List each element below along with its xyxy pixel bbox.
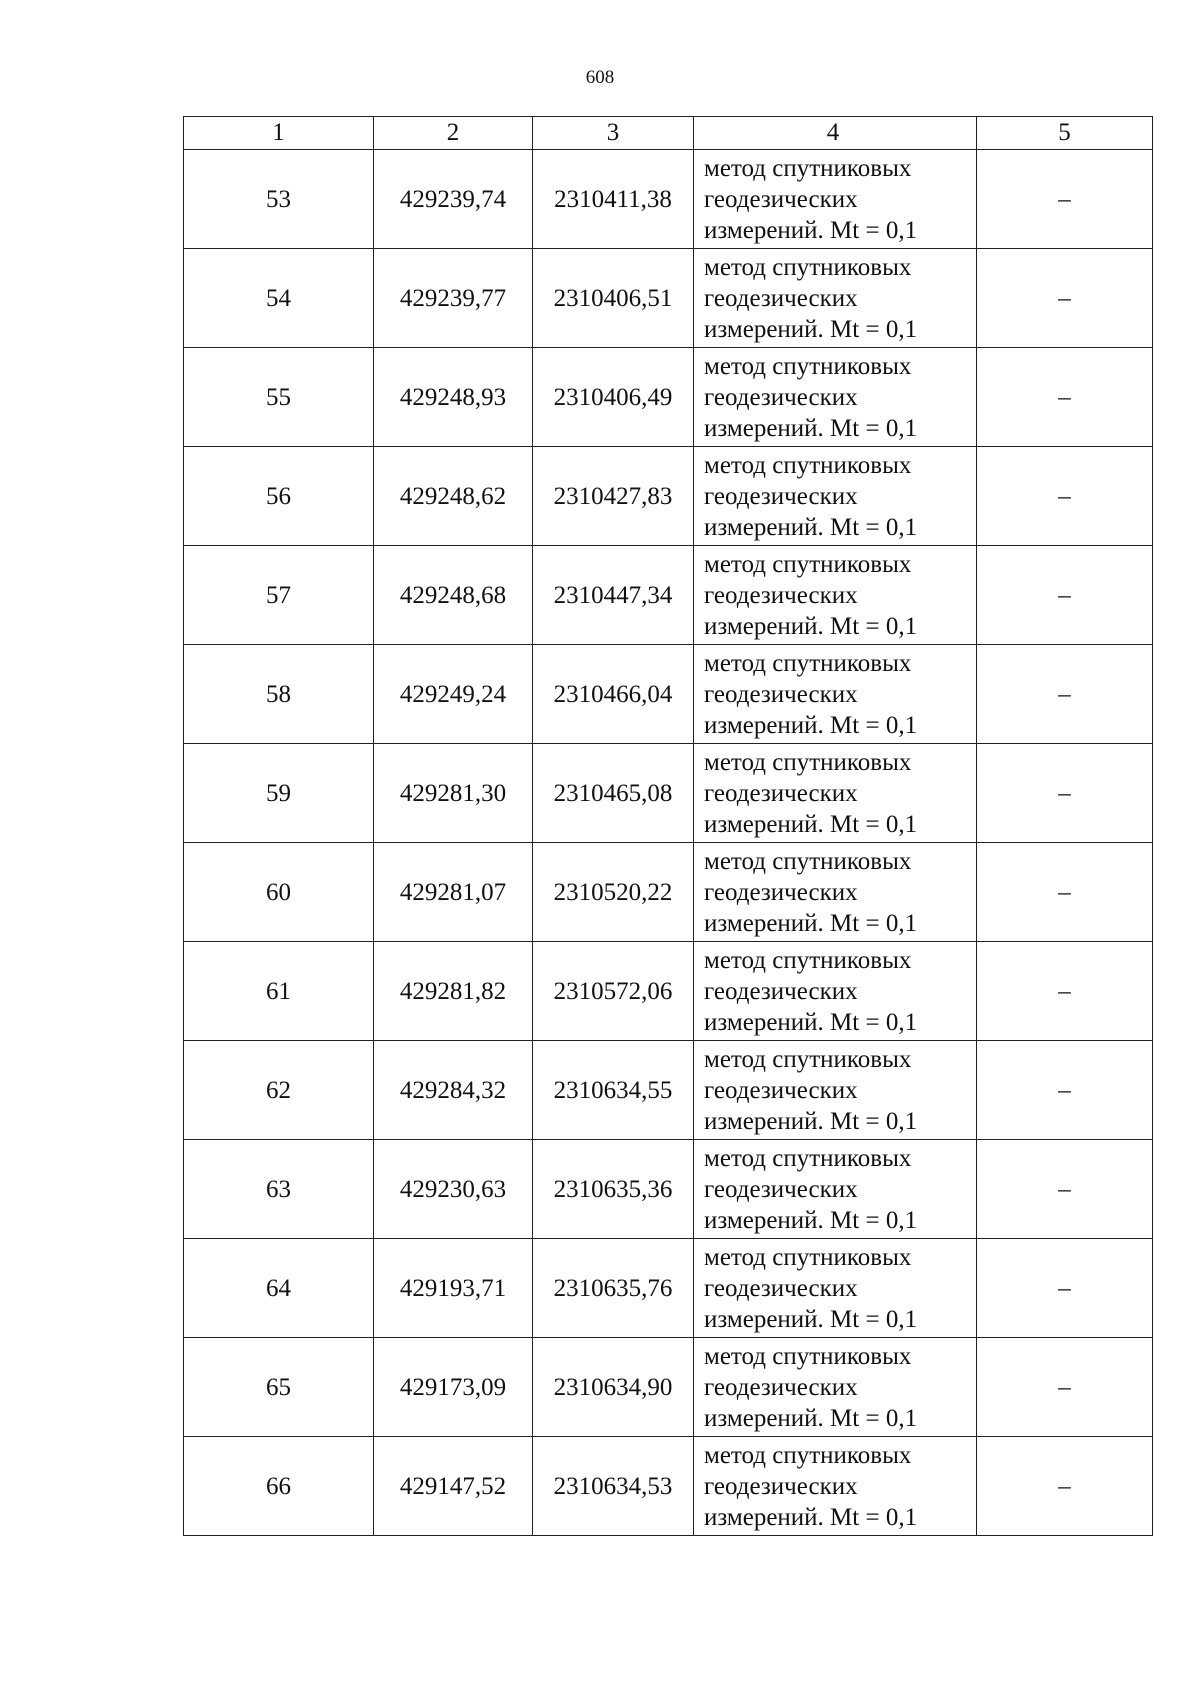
method-line: метод спутниковых	[704, 352, 912, 380]
method-line: метод спутниковых	[704, 748, 912, 776]
note-cell: –	[977, 645, 1153, 744]
point-number-cell: 61	[184, 942, 374, 1041]
method-line: измерений. Mt = 0,1	[704, 1305, 918, 1333]
method-cell	[694, 1239, 977, 1338]
method-cell	[694, 1140, 977, 1239]
method-line: измерений. Mt = 0,1	[704, 1503, 918, 1531]
table-row	[184, 942, 1153, 1041]
point-number-cell: 58	[184, 645, 374, 744]
table-row	[184, 1338, 1153, 1437]
note-cell: –	[977, 546, 1153, 645]
method-line: измерений. Mt = 0,1	[704, 810, 918, 838]
method-line: метод спутниковых	[704, 946, 912, 974]
method-line: геодезических	[704, 1175, 858, 1203]
note-cell: –	[977, 1140, 1153, 1239]
method-line: измерений. Mt = 0,1	[704, 612, 918, 640]
method-line: геодезических	[704, 581, 858, 609]
x-coordinate-cell: 429239,74	[374, 150, 533, 249]
y-coordinate-cell: 2310635,76	[533, 1239, 694, 1338]
note-cell: –	[977, 744, 1153, 843]
point-number-cell: 59	[184, 744, 374, 843]
x-coordinate-cell: 429284,32	[374, 1041, 533, 1140]
note-cell: –	[977, 843, 1153, 942]
note-cell: –	[977, 1041, 1153, 1140]
x-coordinate-cell: 429248,68	[374, 546, 533, 645]
y-coordinate-cell: 2310406,49	[533, 348, 694, 447]
method-line: метод спутниковых	[704, 154, 912, 182]
table-row	[184, 1140, 1153, 1239]
y-coordinate-cell: 2310411,38	[533, 150, 694, 249]
table-row	[184, 249, 1153, 348]
point-number-cell: 63	[184, 1140, 374, 1239]
note-cell: –	[977, 1338, 1153, 1437]
method-line: геодезических	[704, 878, 858, 906]
method-line: геодезических	[704, 977, 858, 1005]
x-coordinate-cell: 429249,24	[374, 645, 533, 744]
y-coordinate-cell: 2310520,22	[533, 843, 694, 942]
x-coordinate-cell: 429173,09	[374, 1338, 533, 1437]
x-coordinate-cell: 429248,62	[374, 447, 533, 546]
x-coordinate-cell: 429248,93	[374, 348, 533, 447]
method-line: измерений. Mt = 0,1	[704, 1008, 918, 1036]
x-coordinate-cell: 429281,30	[374, 744, 533, 843]
page-number: 608	[585, 67, 615, 88]
table-row	[184, 348, 1153, 447]
note-cell: –	[977, 150, 1153, 249]
method-cell	[694, 744, 977, 843]
point-number-cell: 64	[184, 1239, 374, 1338]
table-row	[184, 1239, 1153, 1338]
method-line: измерений. Mt = 0,1	[704, 1107, 918, 1135]
method-cell	[694, 447, 977, 546]
method-line: метод спутниковых	[704, 253, 912, 281]
note-cell: –	[977, 1437, 1153, 1536]
method-cell	[694, 249, 977, 348]
method-line: метод спутниковых	[704, 1144, 912, 1172]
point-number-cell: 62	[184, 1041, 374, 1140]
note-cell: –	[977, 249, 1153, 348]
x-coordinate-cell: 429281,82	[374, 942, 533, 1041]
y-coordinate-cell: 2310634,53	[533, 1437, 694, 1536]
point-number-cell: 60	[184, 843, 374, 942]
method-cell	[694, 150, 977, 249]
method-line: метод спутниковых	[704, 451, 912, 479]
point-number-cell: 54	[184, 249, 374, 348]
method-cell	[694, 1041, 977, 1140]
note-cell: –	[977, 1239, 1153, 1338]
method-line: геодезических	[704, 383, 858, 411]
table-row	[184, 447, 1153, 546]
point-number-cell: 53	[184, 150, 374, 249]
method-line: геодезических	[704, 1373, 858, 1401]
header-cell-5: 5	[977, 117, 1153, 150]
y-coordinate-cell: 2310635,36	[533, 1140, 694, 1239]
table-body	[184, 117, 1153, 1536]
method-line: измерений. Mt = 0,1	[704, 315, 918, 343]
method-cell	[694, 645, 977, 744]
method-cell	[694, 348, 977, 447]
x-coordinate-cell: 429193,71	[374, 1239, 533, 1338]
y-coordinate-cell: 2310447,34	[533, 546, 694, 645]
note-cell: –	[977, 942, 1153, 1041]
note-cell: –	[977, 348, 1153, 447]
note-cell: –	[977, 447, 1153, 546]
method-cell	[694, 942, 977, 1041]
table-row	[184, 1041, 1153, 1140]
method-line: измерений. Mt = 0,1	[704, 909, 918, 937]
method-line: измерений. Mt = 0,1	[704, 513, 918, 541]
method-line: геодезических	[704, 185, 858, 213]
method-cell	[694, 1437, 977, 1536]
method-cell	[694, 843, 977, 942]
header-cell-3: 3	[533, 117, 694, 150]
method-line: геодезических	[704, 1274, 858, 1302]
method-line: геодезических	[704, 284, 858, 312]
table-row	[184, 744, 1153, 843]
method-line: метод спутниковых	[704, 1342, 912, 1370]
method-line: геодезических	[704, 779, 858, 807]
table-row	[184, 843, 1153, 942]
y-coordinate-cell: 2310572,06	[533, 942, 694, 1041]
method-line: метод спутниковых	[704, 1441, 912, 1469]
method-line: метод спутниковых	[704, 1045, 912, 1073]
table-row	[184, 1437, 1153, 1536]
header-cell-1: 1	[184, 117, 374, 150]
method-cell	[694, 546, 977, 645]
x-coordinate-cell: 429281,07	[374, 843, 533, 942]
point-number-cell: 66	[184, 1437, 374, 1536]
table-row	[184, 645, 1153, 744]
coordinates-table	[183, 116, 1153, 1536]
point-number-cell: 57	[184, 546, 374, 645]
method-line: метод спутниковых	[704, 550, 912, 578]
method-line: измерений. Mt = 0,1	[704, 414, 918, 442]
method-line: метод спутниковых	[704, 847, 912, 875]
point-number-cell: 65	[184, 1338, 374, 1437]
method-line: метод спутниковых	[704, 1243, 912, 1271]
x-coordinate-cell: 429239,77	[374, 249, 533, 348]
table-row	[184, 546, 1153, 645]
method-line: геодезических	[704, 1076, 858, 1104]
x-coordinate-cell: 429230,63	[374, 1140, 533, 1239]
method-line: геодезических	[704, 482, 858, 510]
method-line: измерений. Mt = 0,1	[704, 711, 918, 739]
table-header-row	[184, 117, 1153, 150]
y-coordinate-cell: 2310634,55	[533, 1041, 694, 1140]
header-cell-2: 2	[374, 117, 533, 150]
y-coordinate-cell: 2310465,08	[533, 744, 694, 843]
table-row	[184, 150, 1153, 249]
method-line: измерений. Mt = 0,1	[704, 1404, 918, 1432]
y-coordinate-cell: 2310406,51	[533, 249, 694, 348]
method-line: измерений. Mt = 0,1	[704, 1206, 918, 1234]
point-number-cell: 55	[184, 348, 374, 447]
method-cell	[694, 1338, 977, 1437]
x-coordinate-cell: 429147,52	[374, 1437, 533, 1536]
y-coordinate-cell: 2310634,90	[533, 1338, 694, 1437]
method-line: геодезических	[704, 1472, 858, 1500]
method-line: геодезических	[704, 680, 858, 708]
method-line: измерений. Mt = 0,1	[704, 216, 918, 244]
point-number-cell: 56	[184, 447, 374, 546]
header-cell-4: 4	[694, 117, 977, 150]
y-coordinate-cell: 2310427,83	[533, 447, 694, 546]
method-line: метод спутниковых	[704, 649, 912, 677]
y-coordinate-cell: 2310466,04	[533, 645, 694, 744]
